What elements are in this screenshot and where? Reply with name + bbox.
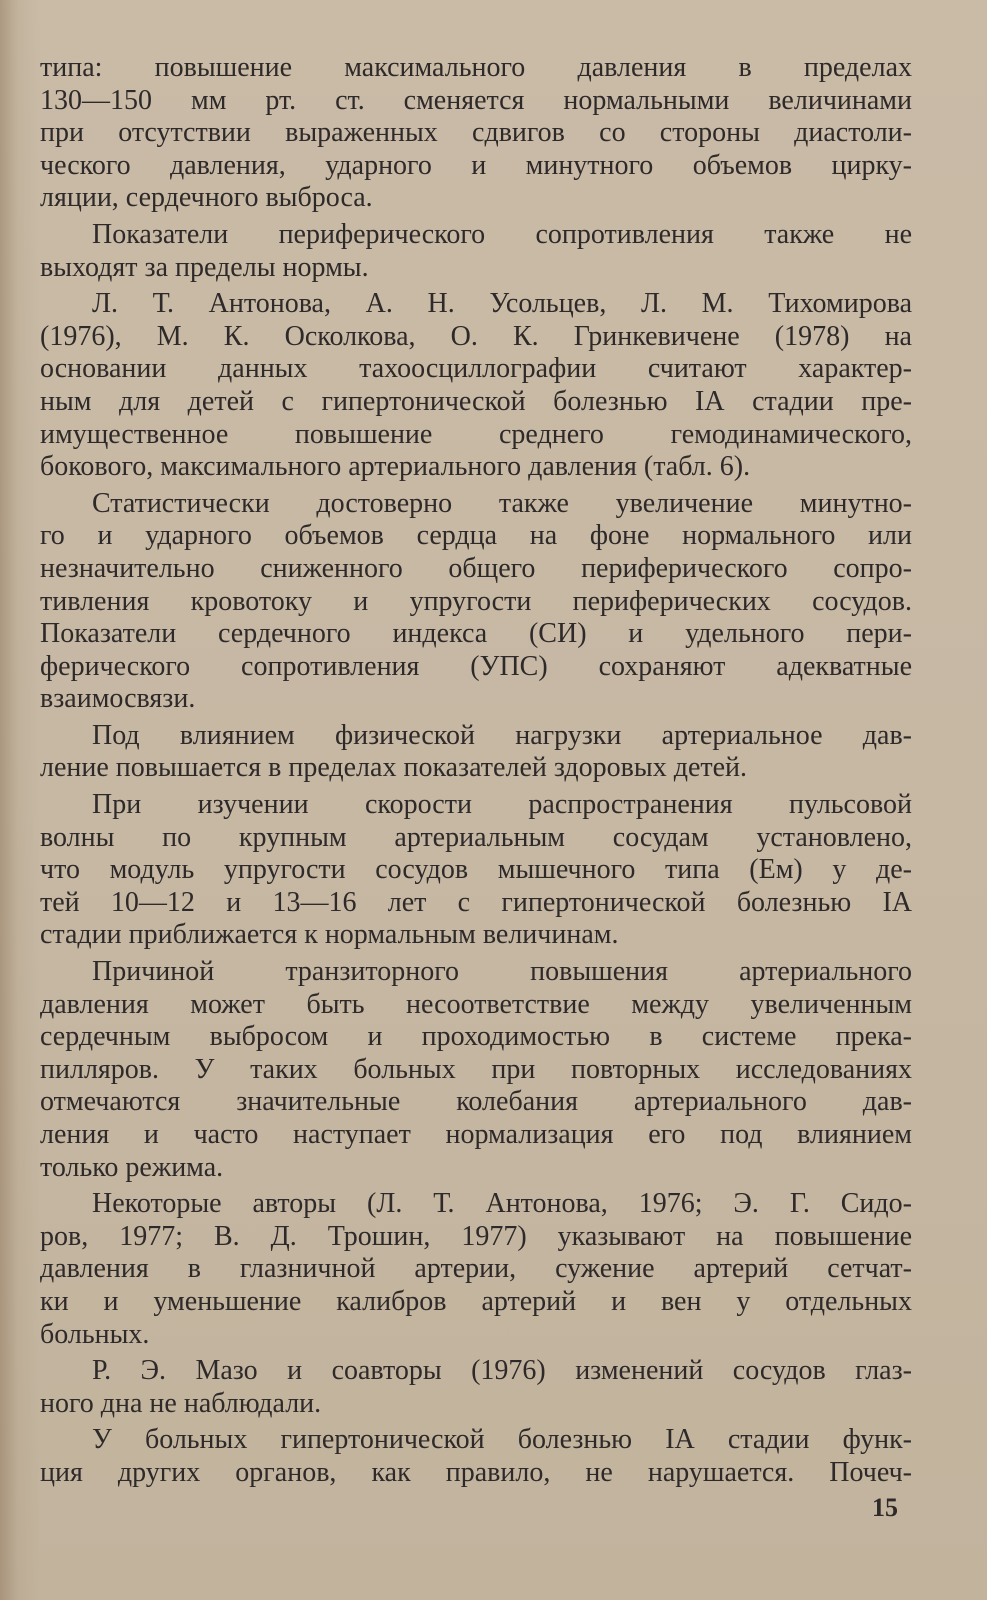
text-line: отмечаются значительные колебания артериального дав-	[40, 1086, 912, 1118]
text-line: Показатели сердечного индекса (СИ) и удельного пери-	[40, 618, 912, 650]
text-line: стадии приближается к нормальным величинам.	[40, 919, 619, 951]
text-line: волны по крупным артериальным сосудам установлено,	[40, 821, 912, 853]
text-line: только режима.	[40, 1151, 224, 1183]
text-line: (1976), М. К. Осколкова, О. К. Гринкевичене (1978) на	[40, 320, 912, 352]
page-number: 15	[872, 1493, 898, 1522]
paragraph	[40, 52, 912, 215]
text-line: давления может быть несоответствие между увеличенным	[40, 988, 912, 1020]
text-line: При изучении скорости распространения пульсовой	[92, 789, 912, 821]
text-line: Причиной транзиторного повышения артериального	[92, 956, 912, 988]
paragraph	[40, 488, 912, 716]
text-line: тей 10—12 и 13—16 лет с гипертонической болезнью IА	[40, 886, 912, 918]
text-line: ки и уменьшение калибров артерий и вен у отдельных	[40, 1285, 912, 1317]
text-line: пилляров. У таких больных при повторных исследованиях	[40, 1053, 912, 1085]
paragraph	[40, 288, 912, 484]
text-line: Р. Э. Мазо и соавторы (1976) изменений сосудов глаз-	[92, 1355, 912, 1387]
text-line: основании данных тахоосциллографии считают характер-	[40, 353, 912, 385]
text-line: имущественное повышение среднего гемодинамического,	[40, 418, 912, 450]
text-line: го и ударного объемов сердца на фоне нормального или	[40, 520, 912, 552]
text-line: типа: повышение максимального давления в пределах	[40, 52, 912, 83]
text-line: при отсутствии выраженных сдвигов со стороны диастоли-	[40, 117, 912, 149]
text-line: ным для детей с гипертонической болезнью IА стадии пре-	[40, 385, 912, 417]
text-line: тивления кровотоку и упругости периферических сосудов.	[40, 585, 912, 617]
text-line: ферического сопротивления (УПС) сохраняют адекватные	[40, 650, 912, 682]
text-line: бокового, максимального артериального давления (табл. 6).	[40, 451, 751, 483]
paragraph	[40, 1424, 912, 1489]
body-text	[40, 52, 912, 1494]
paragraph	[40, 789, 912, 952]
text-line: 130—150 мм рт. ст. сменяется нормальными величинами	[40, 84, 912, 116]
text-line: Некоторые авторы (Л. Т. Антонова, 1976; Э. Г. Сидо-	[92, 1188, 912, 1220]
text-line: ция других органов, как правило, не нарушается. Почеч-	[40, 1456, 912, 1488]
text-line: незначительно сниженного общего периферического сопро-	[40, 552, 912, 584]
text-line: ческого давления, ударного и минутного объемов цирку-	[40, 149, 912, 181]
text-line: больных.	[40, 1318, 150, 1350]
text-line: Под влиянием физической нагрузки артериальное дав-	[92, 719, 912, 751]
text-line: ров, 1977; В. Д. Трошин, 1977) указывают на повышение	[40, 1220, 912, 1252]
text-line: ляции, сердечного выброса.	[40, 182, 373, 214]
paragraph	[40, 720, 912, 785]
text-line: выходят за пределы нормы.	[40, 251, 369, 283]
text-line: взаимосвязи.	[40, 683, 196, 715]
text-line: что модуль упругости сосудов мышечного типа (Ем) у де-	[40, 854, 912, 886]
paragraph	[40, 1188, 912, 1351]
text-line: Статистически достоверно также увеличение минутно-	[92, 487, 912, 519]
text-line: Показатели периферического сопротивления также не	[92, 218, 912, 250]
text-line: ления и часто наступает нормализация его под влиянием	[40, 1119, 912, 1150]
paragraph	[40, 219, 912, 284]
text-line: ление повышается в пределах показателей здоровых детей.	[40, 752, 748, 784]
text-line: сердечным выбросом и проходимостью в системе прека-	[40, 1021, 912, 1053]
text-line: Л. Т. Антонова, А. Н. Усольцев, Л. М. Тихомирова	[92, 288, 912, 320]
paragraph	[40, 1355, 912, 1420]
paragraph	[40, 956, 912, 1184]
text-line: ного дна не наблюдали.	[40, 1387, 322, 1419]
text-line: У больных гипертонической болезнью IА стадии функ-	[92, 1424, 912, 1456]
text-line: давления в глазничной артерии, сужение артерий сетчат-	[40, 1253, 912, 1285]
